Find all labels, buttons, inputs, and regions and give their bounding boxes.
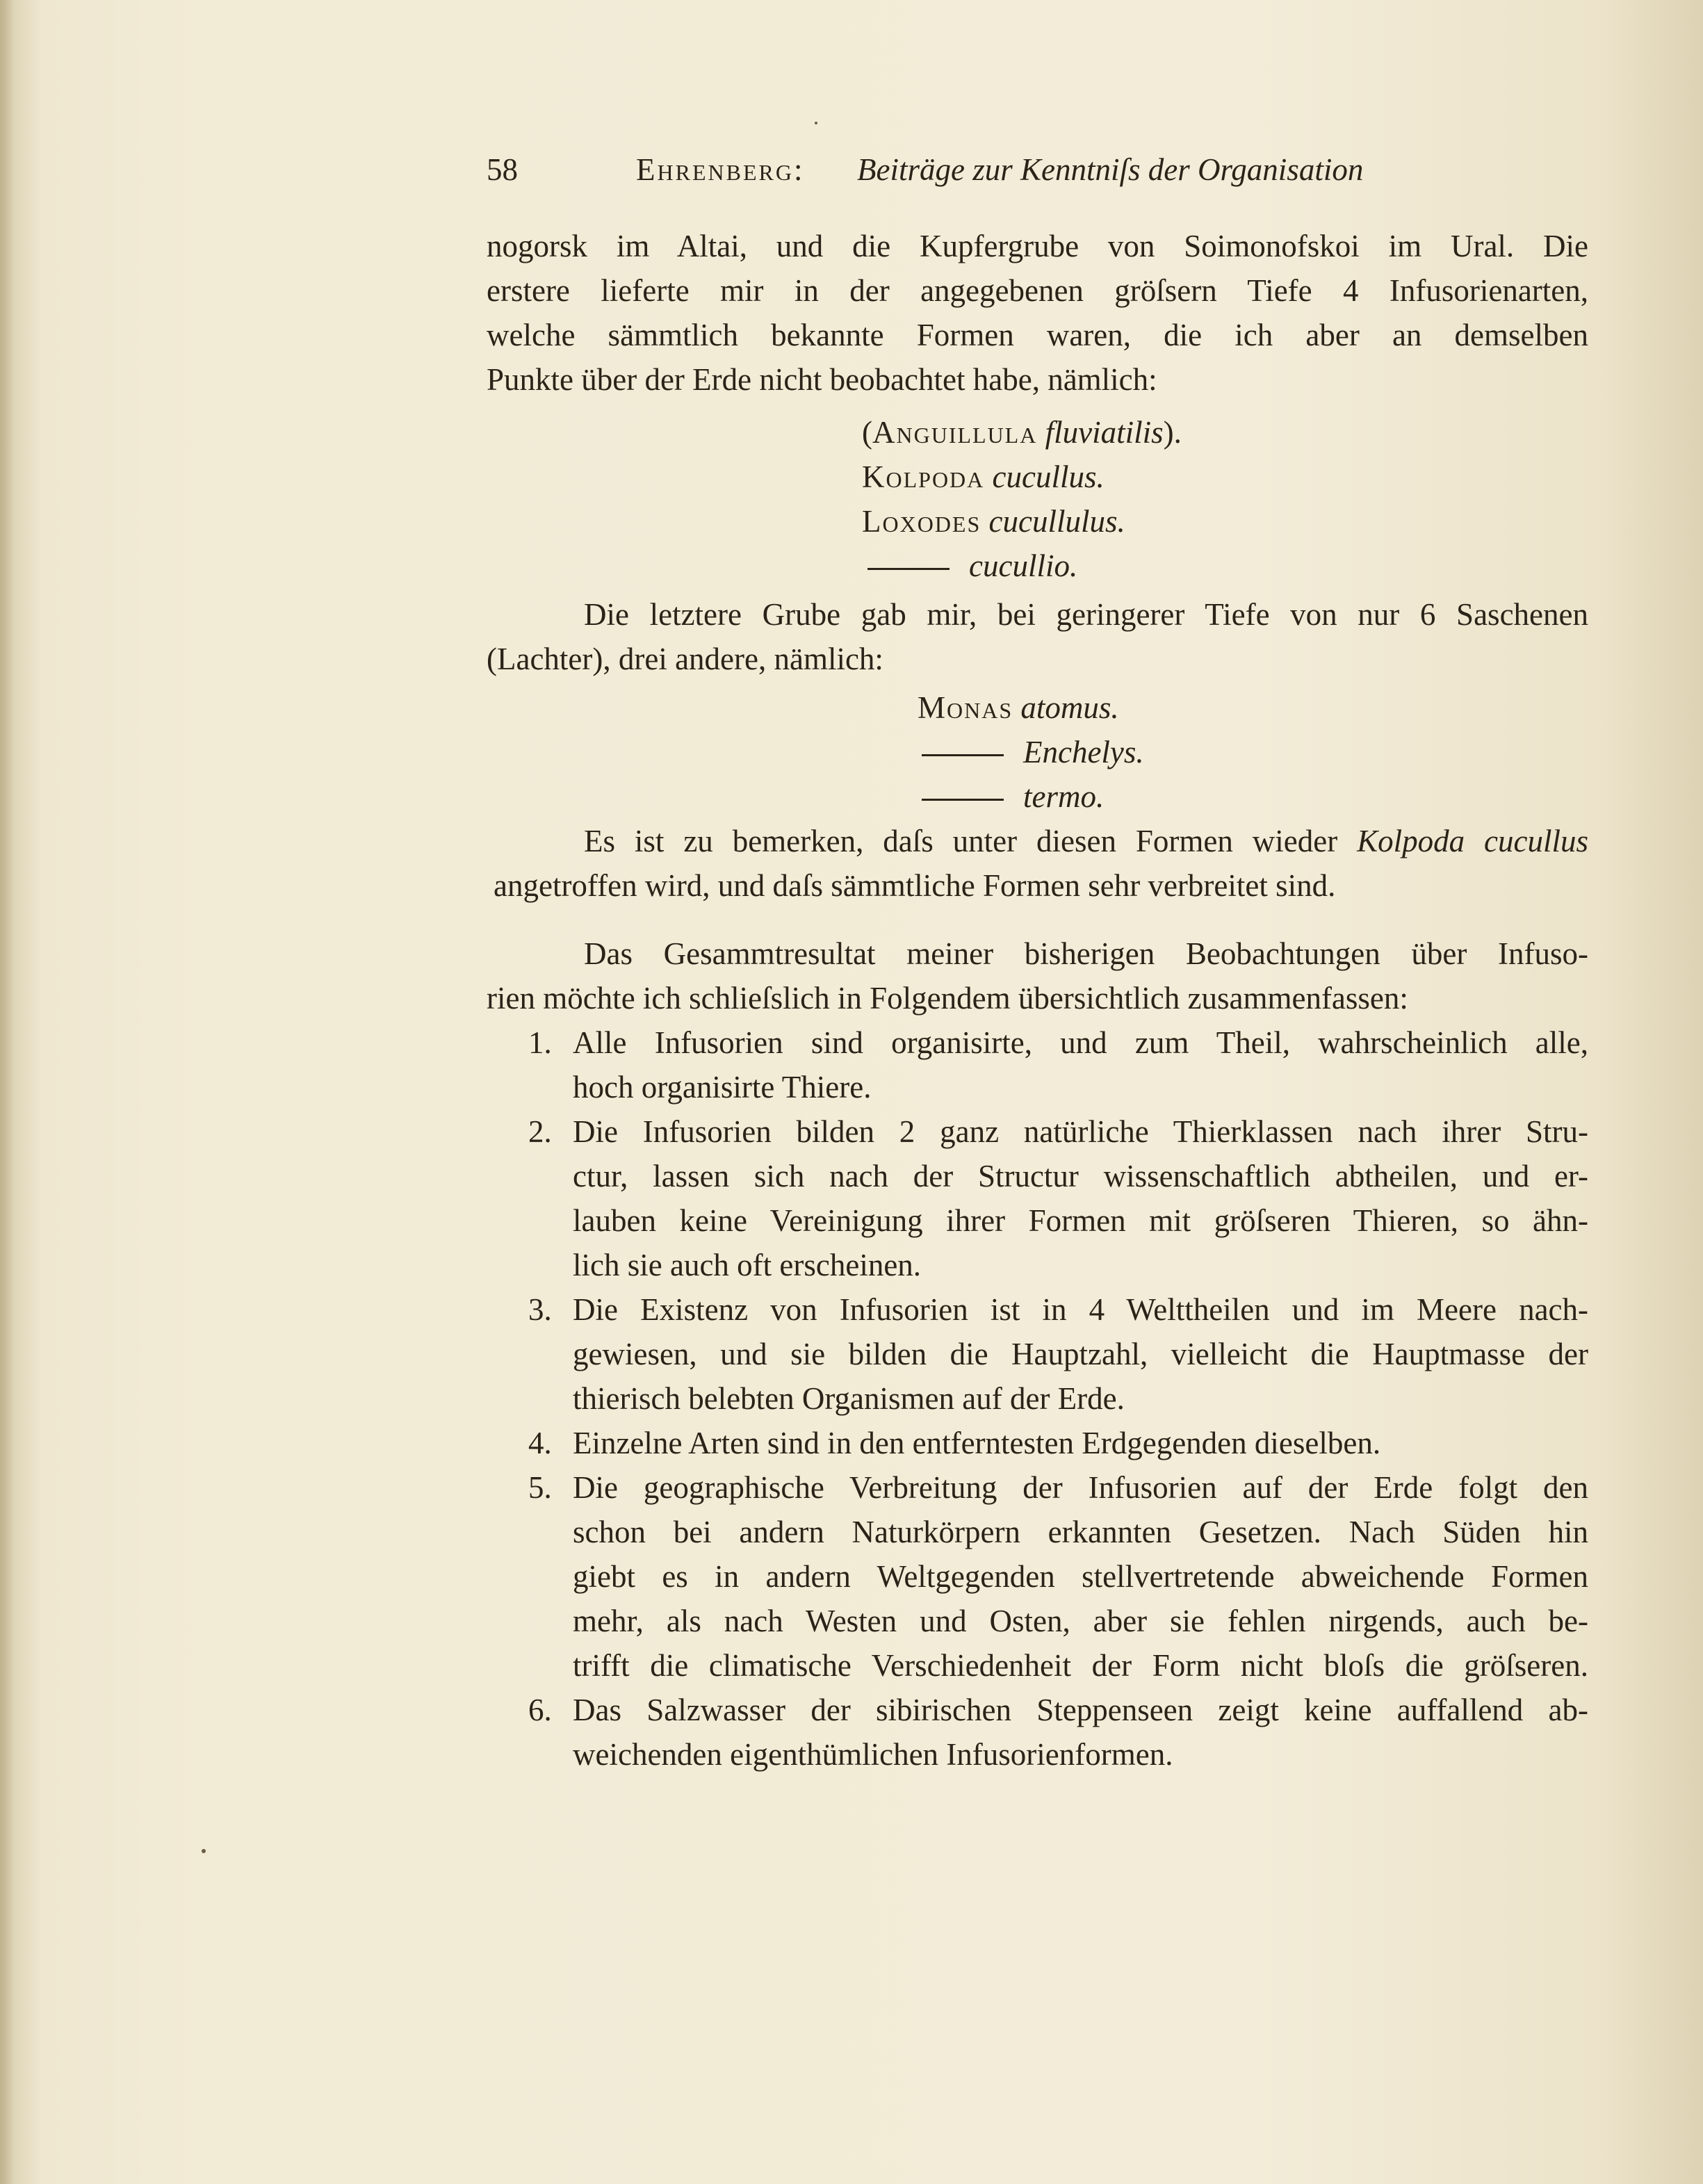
text-line: rien möchte ich schlieſslich in Folgendem übersichtlich zusammenfassen: bbox=[487, 981, 1408, 1016]
text-line: (Lachter), drei andere, nämlich: bbox=[487, 642, 883, 676]
item-line: Die geographische Verbreitung der Infusorien auf der Erde folgt den bbox=[573, 1470, 1588, 1505]
species-entry: (Anguillula fluviatilis). bbox=[862, 415, 1182, 450]
paper-speck bbox=[202, 1849, 206, 1853]
species-entry bbox=[862, 455, 1105, 499]
italic-species: Kolpoda cucullus bbox=[1357, 824, 1588, 858]
text-line: Es ist zu bemerken, daſs unter diesen Formen wieder Kolpoda cucullus bbox=[584, 824, 1588, 858]
genus-name: Anguillula bbox=[872, 415, 1038, 450]
item-line: lauben keine Vereinigung ihrer Formen mit gröſseren Thieren, so ähn- bbox=[573, 1203, 1588, 1238]
item-number: 4. bbox=[528, 1426, 552, 1460]
ditto-dash bbox=[867, 568, 950, 570]
species-name: cucullio. bbox=[969, 548, 1078, 583]
species-entry bbox=[862, 499, 1125, 544]
species-name: fluviatilis bbox=[1045, 415, 1164, 450]
item-line: giebt es in andern Weltgegenden stellvertretende abweichende Formen bbox=[573, 1559, 1588, 1594]
item-line: ctur, lassen sich nach der Structur wissenschaftlich abtheilen, und er- bbox=[573, 1159, 1588, 1193]
genus-name: Monas bbox=[918, 690, 1013, 725]
ditto-dash bbox=[922, 754, 1004, 756]
running-head-title: Beiträge zur Kenntniſs der Organisation bbox=[857, 152, 1364, 187]
genus-name: Kolpoda bbox=[862, 459, 985, 494]
text-line: Punkte über der Erde nicht beobachtet habe, nämlich: bbox=[487, 362, 1157, 397]
item-line: trifft die climatische Verschiedenheit der Form nicht bloſs die gröſseren. bbox=[573, 1648, 1588, 1683]
text-line: erstere lieferte mir in der angegebenen gröſsern Tiefe 4 Infusorienarten, bbox=[487, 273, 1588, 308]
item-line: Die Infusorien bilden 2 ganz natürliche Thierklassen nach ihrer Stru- bbox=[573, 1114, 1588, 1149]
species-entry bbox=[867, 544, 1077, 588]
species-name: Enchelys. bbox=[1023, 735, 1144, 769]
species-name: cucullulus. bbox=[988, 504, 1125, 539]
item-line: lich sie auch oft erscheinen. bbox=[573, 1248, 922, 1282]
text-line: nogorsk im Altai, und die Kupfergrube von Soimonofskoi im Ural. Die bbox=[487, 229, 1588, 263]
running-head-author: Ehrenberg: bbox=[636, 152, 805, 187]
item-line: weichenden eigenthümlichen Infusorienformen. bbox=[573, 1737, 1173, 1772]
species-name: atomus. bbox=[1020, 690, 1119, 725]
item-number: 3. bbox=[528, 1292, 552, 1327]
item-number: 5. bbox=[528, 1470, 552, 1505]
species-name: cucullus. bbox=[992, 459, 1105, 494]
item-line: gewiesen, und sie bilden die Hauptzahl, vielleicht die Hauptmasse der bbox=[573, 1337, 1588, 1371]
item-number: 6. bbox=[528, 1693, 552, 1727]
item-line: thierisch belebten Organismen auf der Erde. bbox=[573, 1381, 1125, 1416]
item-number: 2. bbox=[528, 1114, 552, 1149]
item-line: Das Salzwasser der sibirischen Steppenseen zeigt keine auffallend ab- bbox=[573, 1693, 1588, 1727]
page-number: 58 bbox=[487, 152, 518, 187]
text-line: angetroffen wird, und daſs sämmtliche Formen sehr verbreitet sind. bbox=[494, 868, 1336, 903]
item-line: mehr, als nach Westen und Osten, aber sie fehlen nirgends, auch be- bbox=[573, 1604, 1588, 1638]
item-number: 1. bbox=[528, 1025, 552, 1060]
text-line: Die letztere Grube gab mir, bei geringerer Tiefe von nur 6 Saschenen bbox=[584, 597, 1588, 632]
species-name: termo. bbox=[1023, 779, 1105, 814]
item-line: hoch organisirte Thiere. bbox=[573, 1070, 872, 1105]
item-line: Alle Infusorien sind organisirte, und zum Theil, wahrscheinlich alle, bbox=[573, 1025, 1588, 1060]
ditto-dash bbox=[922, 799, 1004, 801]
item-line: schon bei andern Naturkörpern erkannten Gesetzen. Nach Süden hin bbox=[573, 1515, 1588, 1549]
genus-name: Loxodes bbox=[862, 504, 981, 539]
page-edge-shadow bbox=[0, 0, 14, 2184]
species-entry bbox=[922, 730, 1144, 774]
species-entry bbox=[918, 685, 1119, 730]
species-entry bbox=[922, 774, 1104, 819]
text-line: Das Gesammtresultat meiner bisherigen Beobachtungen über Infuso- bbox=[584, 936, 1588, 971]
item-line: Einzelne Arten sind in den entferntesten Erdgegenden dieselben. bbox=[573, 1426, 1381, 1460]
text-line: welche sämmtlich bekannte Formen waren, die ich aber an demselben bbox=[487, 318, 1588, 352]
item-line: Die Existenz von Infusorien ist in 4 Welttheilen und im Meere nach- bbox=[573, 1292, 1588, 1327]
running-head bbox=[487, 147, 1588, 196]
paper-speck bbox=[815, 122, 817, 124]
